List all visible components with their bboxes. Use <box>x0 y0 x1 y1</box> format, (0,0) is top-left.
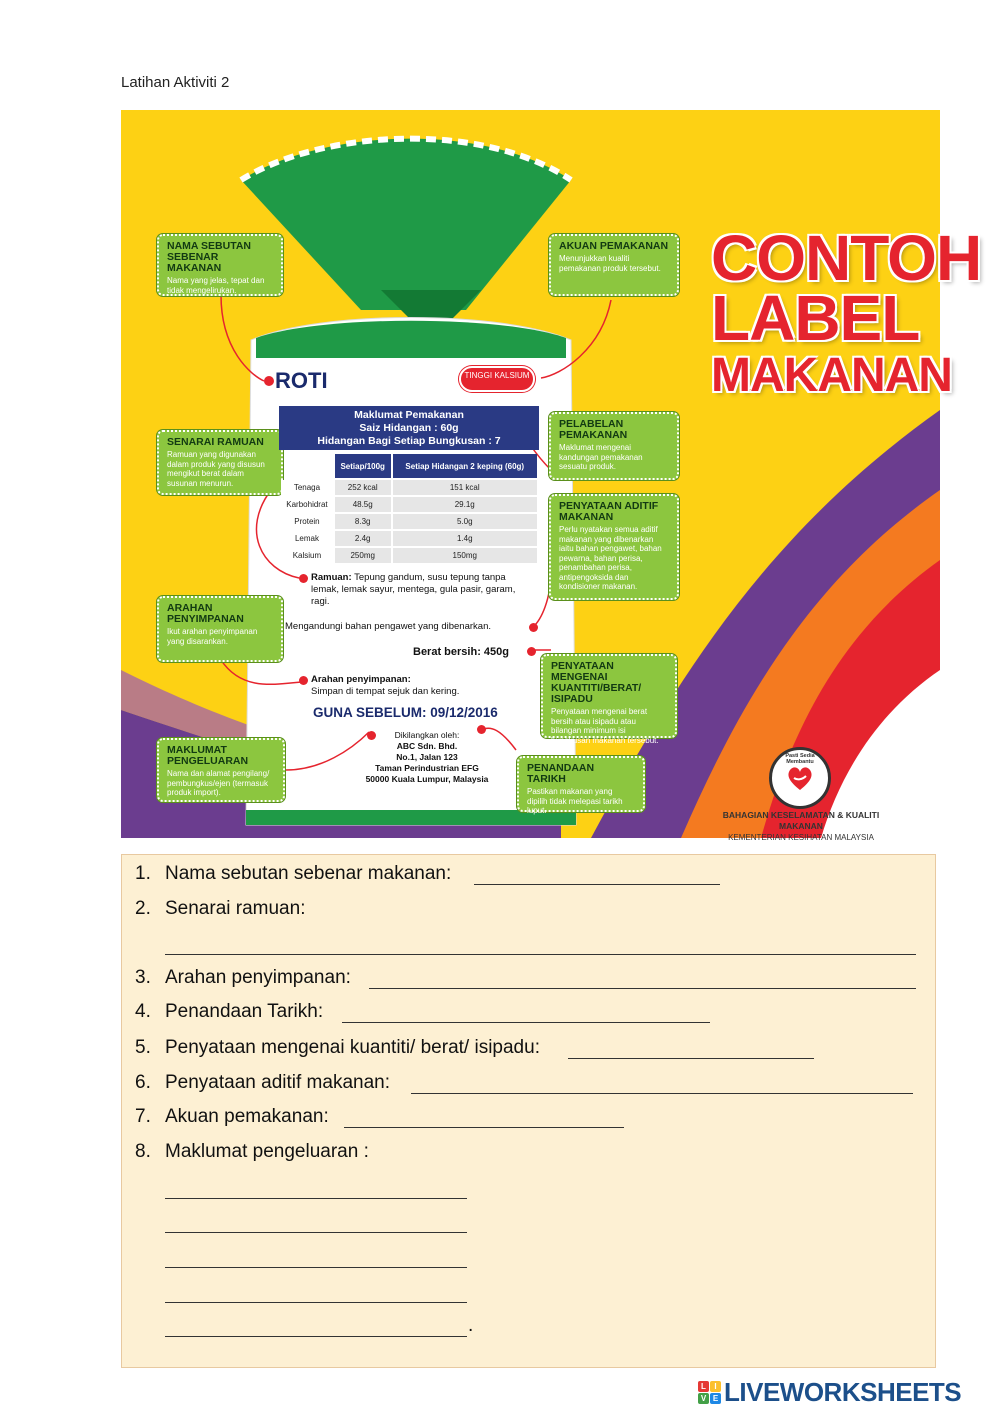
additive-marker-dot <box>529 623 538 632</box>
nutrition-title: Maklumat Pemakanan <box>354 409 464 421</box>
tinggi-kalsium-badge: TINGGI KALSIUM <box>459 366 535 392</box>
callout-penandaan-tarikh: PENANDAAN TARIKH Pastikan makanan yang dipilih tidak melepasi tarikh luput. <box>517 756 645 812</box>
table-row: Kalsium 250mg 150mg <box>281 548 537 563</box>
answer-blank-6[interactable] <box>411 1093 913 1094</box>
poster-title-line3: MAKANAN <box>711 349 952 402</box>
seal-text: Pasti Sedia Membantu <box>785 753 815 765</box>
ramuan-marker-dot <box>299 574 308 583</box>
agency-credit: BAHAGIAN KESELAMATAN & KUALITI MAKANAN KEMENTERIAN KESIHATAN MALAYSIA <box>722 810 880 842</box>
answer-blank-5[interactable] <box>568 1058 814 1059</box>
liveworksheets-wordmark: LIVEWORKSHEETS <box>724 1376 962 1407</box>
table-row: Protein 8.3g 5.0g <box>281 514 537 529</box>
question-1: 1. Nama sebutan sebenar makanan: <box>135 863 452 884</box>
poster-title-line2: LABEL <box>711 282 920 354</box>
table-row: Lemak 2.4g 1.4g <box>281 531 537 546</box>
storage-label: Arahan penyimpanan: <box>311 674 411 685</box>
callout-akuan-pemakanan: AKUAN PEMAKANAN Menunjukkan kualiti pemakanan produk tersebut. <box>549 234 679 296</box>
callout-nama-sebutan: NAMA SEBUTAN SEBENAR MAKANAN Nama yang jelas, tepat dan tidak mengelirukan. <box>157 234 283 296</box>
poster-title-line1: CONTOH <box>711 222 982 294</box>
worksheet-panel <box>121 854 936 1368</box>
callout-senarai-ramuan: SENARAI RAMUAN Ramuan yang digunakan dalam produk yang disusun mengikut berat dalam susunan menurun. <box>157 430 283 495</box>
liveworksheets-logo[interactable] <box>698 1377 961 1407</box>
best-before-date: GUNA SEBELUM: 09/12/2016 <box>313 705 498 720</box>
storage-marker-dot <box>299 676 308 685</box>
question-8: 8. Maklumat pengeluaran : <box>135 1141 369 1162</box>
answer-blank-8c[interactable] <box>165 1267 467 1268</box>
nutrition-col2-header: Setiap Hidangan 2 keping (60g) <box>393 454 537 478</box>
nutrition-col1-header: Setiap/100g <box>335 454 391 478</box>
additive-text: Mengandungi bahan pengawet yang dibenarkan. <box>285 621 491 632</box>
net-weight-marker-dot <box>527 647 536 656</box>
ingredients-text: Ramuan: Tepung gandum, susu tepung tanpa lemak, lemak sayur, mentega, gula pasir, garam, ragi. <box>311 572 516 607</box>
final-period: . <box>468 1315 474 1336</box>
food-label-poster <box>121 110 982 842</box>
table-row: Tenaga 252 kcal 151 kcal <box>281 480 537 495</box>
product-name: ROTI <box>275 368 328 393</box>
question-7: 7. Akuan pemakanan: <box>135 1106 329 1127</box>
net-weight: Berat bersih: 450g <box>413 646 509 658</box>
table-row: Karbohidrat 48.5g 29.1g <box>281 497 537 512</box>
answer-blank-4[interactable] <box>342 1022 710 1023</box>
question-6: 6. Penyataan aditif makanan: <box>135 1072 390 1093</box>
answer-blank-8b[interactable] <box>165 1232 467 1233</box>
manufacturer-block: Dikilangkan oleh: ABC Sdn. Bhd. No.1, Jalan 123 Taman Perindustrian EFG 50000 Kuala Lumpur, Malaysia <box>365 730 489 784</box>
answer-blank-2[interactable] <box>165 954 916 955</box>
callout-pelabelan-pemakanan: PELABELAN PEMAKANAN Maklumat mengenai kandungan pemakanan sesuatu produk. <box>549 412 679 480</box>
answer-blank-8a[interactable] <box>165 1198 467 1199</box>
callout-penyataan-aditif: PENYATAAN ADITIF MAKANAN Perlu nyatakan semua aditif makanan yang dibenarkan iaitu bahan pengawet, bahan pewarna, bahan perisa, penambahan perisa, antipengoksida dan kondisioner makanan. <box>549 494 679 600</box>
serving-size: Saiz Hidangan : 60g <box>359 422 459 434</box>
ministry-seal <box>769 747 831 809</box>
callout-maklumat-pengeluaran: MAKLUMAT PENGELUARAN Nama dan alamat pengilang/ pembungkus/ejen (termasuk produk import). <box>157 738 285 802</box>
answer-blank-8e[interactable] <box>165 1336 467 1337</box>
question-3: 3. Arahan penyimpanan: <box>135 967 351 988</box>
question-2: 2. Senarai ramuan: <box>135 898 306 919</box>
question-4: 4. Penandaan Tarikh: <box>135 1001 324 1022</box>
heart-icon <box>786 764 814 792</box>
page-heading: Latihan Aktiviti 2 <box>121 74 230 91</box>
callout-penyataan-kuantiti: PENYATAAN MENGENAI KUANTITI/BERAT/ ISIPADU Penyataan mengenai berat bersih atau isipadu atau bilangan minimum isi bungkusan makanan tersebut. <box>541 654 677 738</box>
callout-arahan-penyimpanan: ARAHAN PENYIMPANAN Ikut arahan penyimpanan yang disarankan. <box>157 596 283 662</box>
storage-text: Simpan di tempat sejuk dan kering. <box>311 686 460 697</box>
answer-blank-7[interactable] <box>344 1127 624 1128</box>
roti-marker-dot <box>264 376 274 386</box>
servings-per-pack: Hidangan Bagi Setiap Bungkusan : 7 <box>317 435 501 447</box>
nutrition-header <box>279 406 539 450</box>
answer-blank-1[interactable] <box>474 884 720 885</box>
nutrition-blank-header <box>281 454 333 478</box>
answer-blank-8d[interactable] <box>165 1302 467 1303</box>
question-5: 5. Penyataan mengenai kuantiti/ berat/ isipadu: <box>135 1037 540 1058</box>
answer-blank-3[interactable] <box>369 988 916 989</box>
nutrition-table <box>279 452 539 565</box>
liveworksheets-logo-icon: L I V E <box>698 1381 721 1404</box>
